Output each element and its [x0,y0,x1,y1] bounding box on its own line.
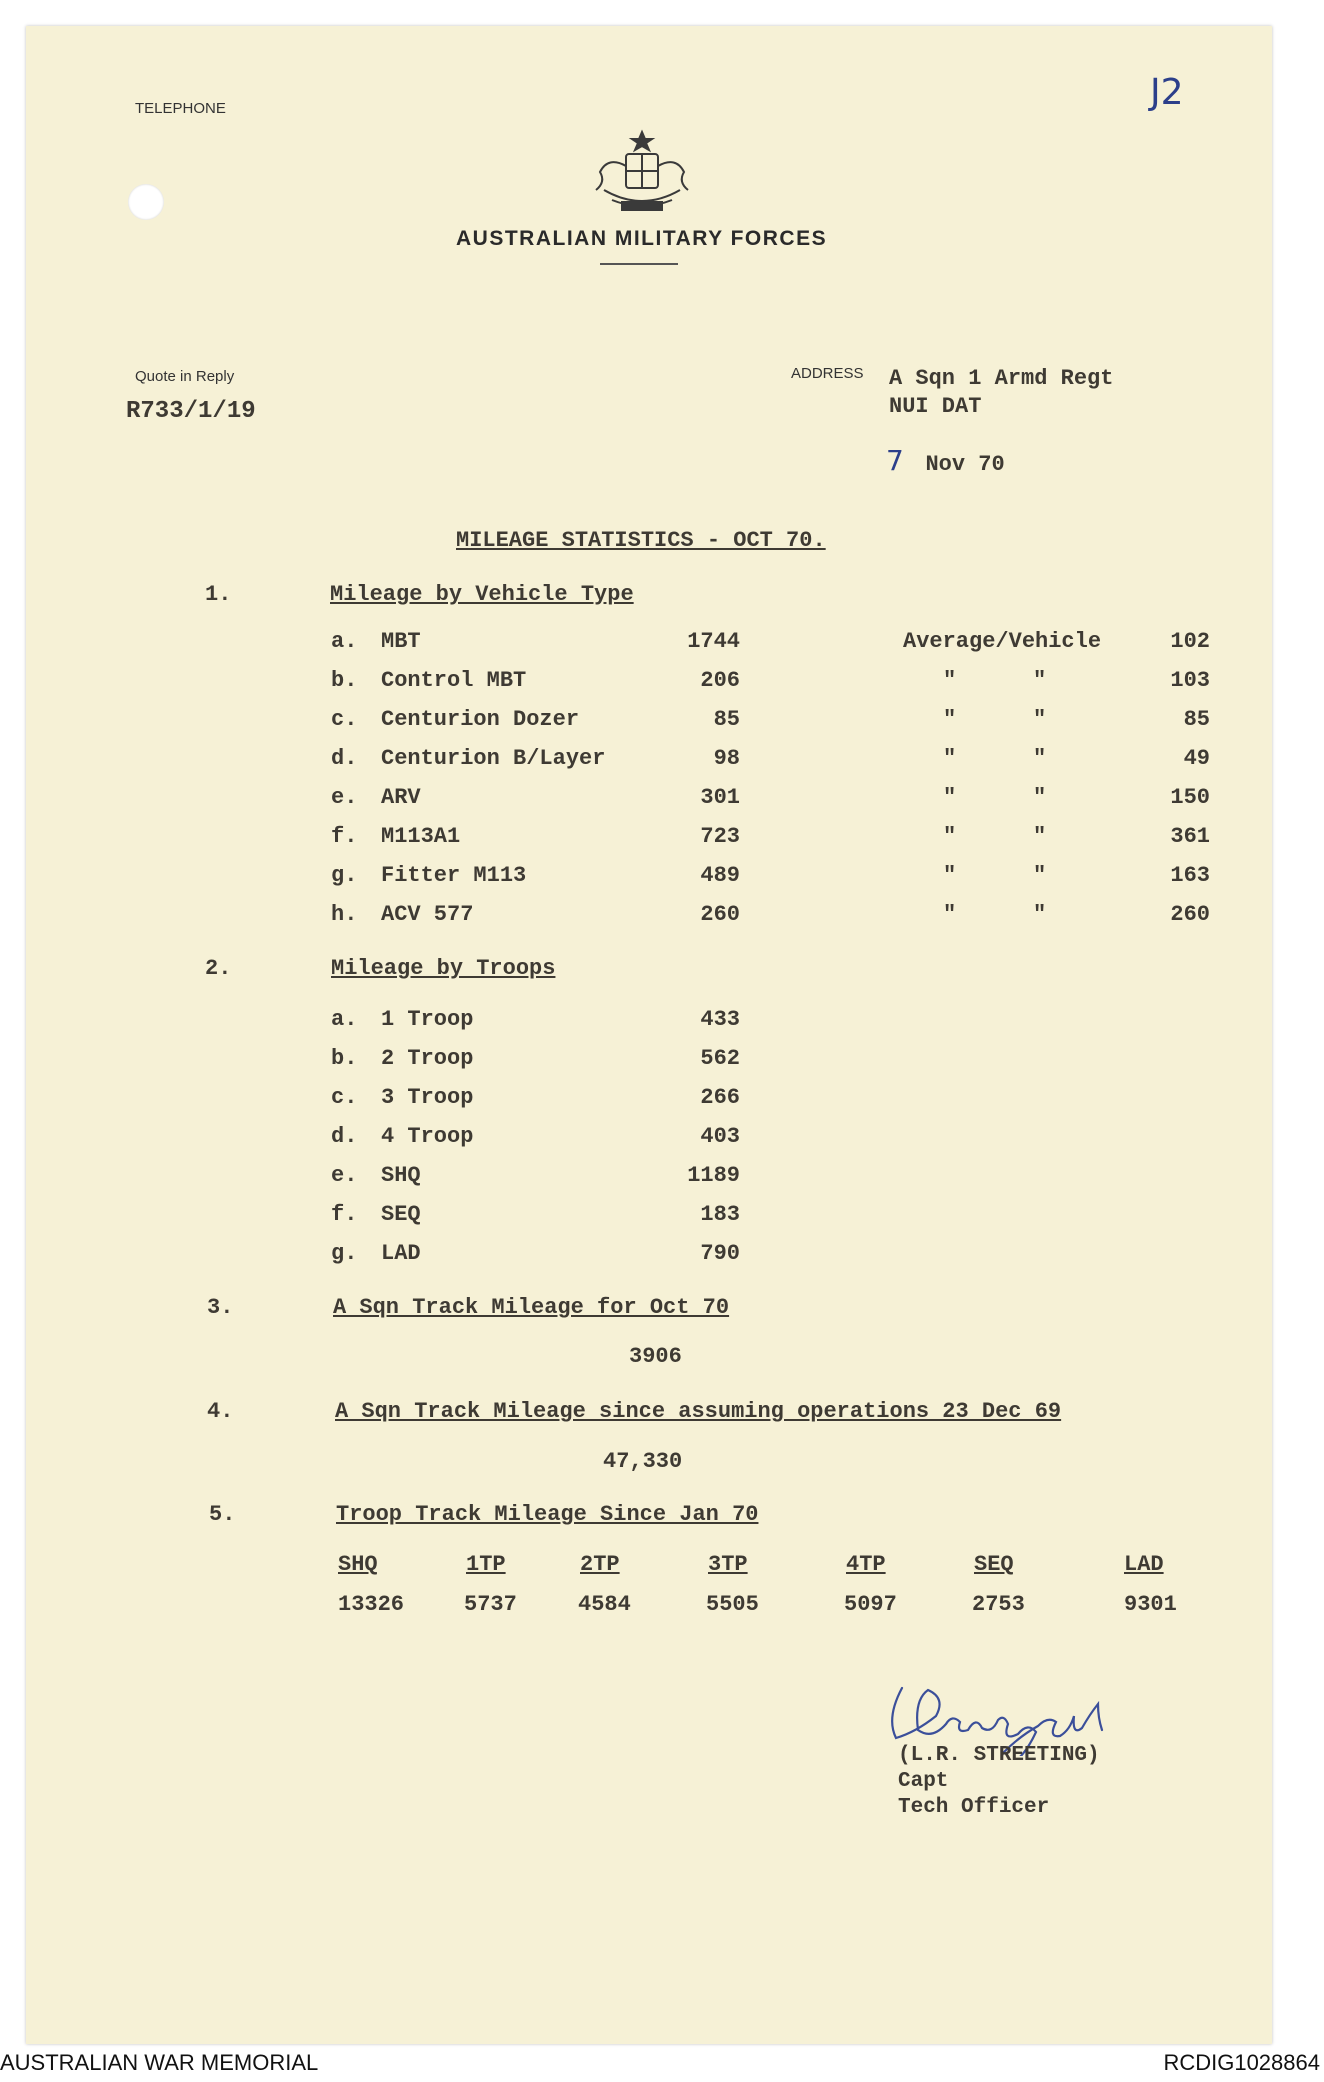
vehicle-row-mileage: 723 [700,824,740,849]
date-month-year: Nov 70 [925,452,1005,477]
telephone-label: TELEPHONE [135,100,226,117]
section-4-value: 47,330 [603,1449,683,1474]
ditto-mark: " [943,902,957,927]
troop-row-letter: c. [331,1085,358,1110]
troop-row-letter: a. [331,1007,358,1032]
vehicle-row-mileage: 85 [713,707,740,732]
ditto-mark: " [943,863,957,888]
vehicle-row-letter: a. [331,629,358,654]
organization-name: AUSTRALIAN MILITARY FORCES [456,227,828,250]
ditto-mark: " [1033,668,1047,693]
column-label: 3TP [708,1552,748,1577]
troop-row-name: 1 Troop [381,1007,474,1032]
column-label: 4TP [846,1552,886,1577]
troop-row-name: SHQ [381,1163,421,1188]
vehicle-row-average: 85 [1183,707,1210,732]
vehicle-row-name: ACV 577 [381,902,474,927]
average-per-vehicle-header: Average/Vehicle [903,629,1102,654]
vehicle-row-mileage: 489 [700,863,740,888]
vehicle-row-mileage: 98 [713,746,740,771]
vehicle-row-average: 361 [1170,824,1210,849]
signatory-role: Tech Officer [898,1796,1050,1819]
troop-row-mileage: 1189 [687,1163,740,1188]
vehicle-row-name: Fitter M113 [381,863,527,888]
column-value: 4584 [578,1592,631,1617]
vehicle-row-mileage: 260 [700,902,740,927]
ditto-mark: " [943,707,957,732]
vehicle-row-letter: d. [331,746,358,771]
troop-row-mileage: 790 [700,1241,740,1266]
troop-row-mileage: 183 [700,1202,740,1227]
ditto-mark: " [943,668,957,693]
vehicle-row-average: 103 [1170,668,1210,693]
section-3-value: 3906 [629,1344,682,1369]
address-label: ADDRESS [791,365,864,382]
troop-row-name: LAD [381,1241,421,1266]
ditto-mark: " [943,746,957,771]
corner-mark: J2 [1150,72,1184,113]
vehicle-row-name: Centurion B/Layer [381,746,606,771]
section-1-heading: Mileage by Vehicle Type [330,582,634,607]
vehicle-row-average: 49 [1183,746,1210,771]
section-4-heading: A Sqn Track Mileage since assuming operations 23 Dec 69 [335,1399,1062,1424]
vehicle-row-name: Control MBT [381,668,527,693]
troop-row-mileage: 266 [700,1085,740,1110]
troop-row-letter: d. [331,1124,358,1149]
section-1-number: 1. [205,582,232,607]
section-3-number: 3. [207,1295,234,1320]
troop-row-mileage: 562 [700,1046,740,1071]
ditto-mark: " [1033,746,1047,771]
vehicle-row-letter: e. [331,785,358,810]
troop-row-name: SEQ [381,1202,421,1227]
troop-row-mileage: 403 [700,1124,740,1149]
vehicle-row-name: MBT [381,629,421,654]
date-day: 7 [886,444,904,477]
ditto-mark: " [943,824,957,849]
coat-of-arms-emblem [582,126,702,218]
column-label: SEQ [974,1552,1014,1577]
ditto-mark: " [1033,902,1047,927]
column-value: 5505 [706,1592,759,1617]
column-value: 13326 [338,1592,405,1617]
vehicle-row-letter: f. [331,824,358,849]
ditto-mark: " [1033,863,1047,888]
section-2-number: 2. [205,956,232,981]
ditto-mark: " [1033,824,1047,849]
column-value: 2753 [972,1592,1025,1617]
quote-reference: R733/1/19 [126,398,256,425]
vehicle-row-name: Centurion Dozer [381,707,580,732]
vehicle-row-mileage: 206 [700,668,740,693]
signatory-name: (L.R. STREETING) [898,1744,1100,1767]
vehicle-row-name: M113A1 [381,824,461,849]
punch-hole [128,184,164,220]
letter-date [886,444,1005,478]
troop-row-letter: g. [331,1241,358,1266]
column-value: 5097 [844,1592,897,1617]
troop-row-letter: b. [331,1046,358,1071]
vehicle-row-letter: c. [331,707,358,732]
vehicle-row-name: ARV [381,785,421,810]
vehicle-row-average: 102 [1170,629,1210,654]
document-title: MILEAGE STATISTICS - OCT 70. [456,528,826,553]
troop-row-mileage: 433 [700,1007,740,1032]
column-value: 9301 [1124,1592,1177,1617]
section-5-number: 5. [209,1502,236,1527]
vehicle-row-average: 260 [1170,902,1210,927]
address-line-1: A Sqn 1 Armd Regt [889,366,1114,391]
troop-row-letter: e. [331,1163,358,1188]
address-line-2: NUI DAT [889,394,982,419]
header-rule [600,263,678,265]
footer-archive-name: AUSTRALIAN WAR MEMORIAL [0,2050,319,2075]
column-label: SHQ [338,1552,378,1577]
troop-row-name: 3 Troop [381,1085,474,1110]
ditto-mark: " [1033,785,1047,810]
column-label: 2TP [580,1552,620,1577]
section-4-number: 4. [207,1399,234,1424]
vehicle-row-letter: b. [331,668,358,693]
column-label: LAD [1124,1552,1164,1577]
vehicle-row-average: 163 [1170,863,1210,888]
ditto-mark: " [1033,707,1047,732]
signatory-rank: Capt [898,1770,949,1793]
footer-record-id: RCDIG1028864 [1163,2050,1320,2075]
section-3-heading: A Sqn Track Mileage for Oct 70 [333,1295,730,1320]
troop-row-name: 4 Troop [381,1124,474,1149]
vehicle-row-average: 150 [1170,785,1210,810]
troop-row-letter: f. [331,1202,358,1227]
vehicle-row-mileage: 301 [700,785,740,810]
vehicle-row-letter: h. [331,902,358,927]
vehicle-row-mileage: 1744 [687,629,740,654]
column-label: 1TP [466,1552,506,1577]
troop-row-name: 2 Troop [381,1046,474,1071]
section-2-heading: Mileage by Troops [331,956,556,981]
quote-label: Quote in Reply [135,368,235,385]
vehicle-row-letter: g. [331,863,358,888]
column-value: 5737 [464,1592,517,1617]
section-5-heading: Troop Track Mileage Since Jan 70 [336,1502,759,1527]
ditto-mark: " [943,785,957,810]
